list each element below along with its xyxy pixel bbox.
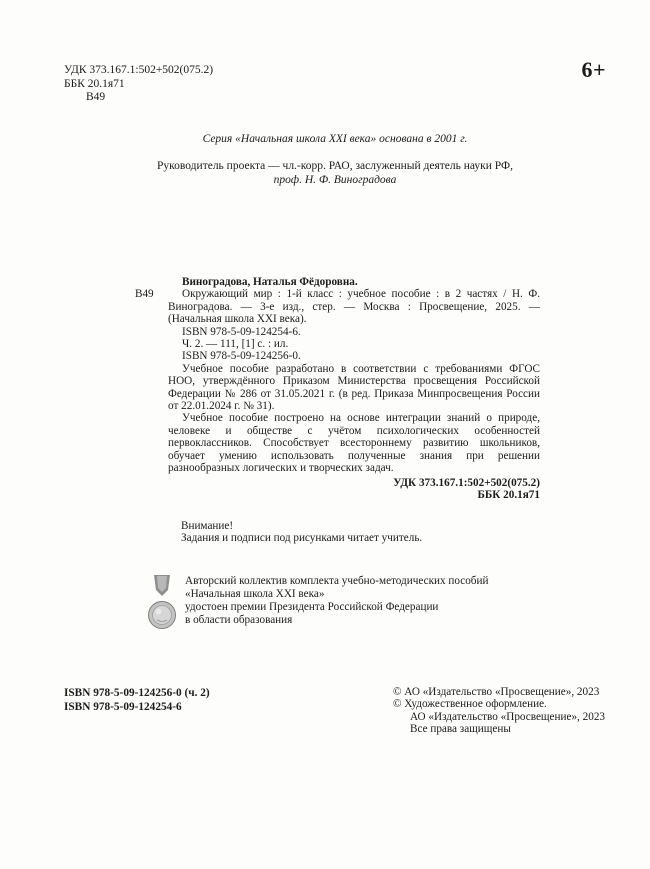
catalog-codes-right [168,477,540,502]
age-rating-badge: 6+ [581,57,606,82]
copyright-line-2: © Художественное оформление. [393,698,547,711]
footer-isbn-1: ISBN 978-5-09-124256-0 (ч. 2) [64,687,210,699]
award-line-3: удостоен премии Президента Российской Федерации [185,601,439,614]
project-lead-line-2: проф. Н. Ф. Виноградова [273,174,397,186]
catalog-author: Виноградова, Наталья Фёдоровна. [182,276,358,288]
medal-icon [147,575,177,640]
award-text [185,575,488,628]
catalog-part-line: Ч. 2. — 111, [1] с. : ил. [182,338,289,351]
catalog-udk-right: УДК 373.167.1:502+502(075.2) [393,476,540,489]
catalog-card [135,276,540,640]
footer-isbn-2: ISBN 978-5-09-124254-6 [64,701,182,713]
attention-title: Внимание! [181,519,234,532]
attention-block [168,520,540,545]
catalog-isbn-series: ISBN 978-5-09-124254-6. [182,325,301,338]
catalog-annotation-2: Учебное пособие построено на основе интеграции знаний о природе, человеке и обществе с учётом психологических особенностей первоклассников. Способствует всестороннему развитию школьников, обучает умению использовать полученные знания при решении разнообразных логических и творческих задач. [168,412,540,475]
footer-isbn-block [64,686,210,714]
catalog-margin-code: В49 [135,288,154,300]
project-lead [65,159,605,187]
award-line-1: Авторский коллектив комплекта учебно-методических пособий [185,574,489,587]
author-code-label: В49 [86,91,106,103]
udk-label: УДК 373.167.1:502+502(075.2) [64,64,214,76]
copyright-line-1: © АО «Издательство «Просвещение», 2023 [393,686,600,698]
project-lead-line-1: Руководитель проекта — чл.-корр. РАО, заслуженный деятель науки РФ, [157,160,513,172]
catalog-isbn-part: ISBN 978-5-09-124256-0. [182,350,301,363]
catalog-description: Окружающий мир : 1-й класс : учебное пособие : в 2 частях / Н. Ф. Виноградова. — 3-е изд., стер. — Москва : Просвещение, 2025. — (Начальная школа XXI века). [168,288,540,326]
bbk-label: ББК 20.1я71 [64,77,125,90]
footer-copyright-block [393,686,605,735]
series-note: Серия «Начальная школа XXI века» основана в 2001 г. [202,133,468,145]
cataloguing-codes [64,64,213,105]
attention-text: Задания и подписи под рисунками читает учитель. [181,532,423,545]
award-block [135,575,540,640]
catalog-annotation-1: Учебное пособие разработано в соответствии с требованиями ФГОС НОО, утверждённого Приказом Министерства просвещения Российской Федерации № 286 от 31.05.2021 г. (в ред. Приказа Минпросвещения России от 22.01.2024 г. № 31). [168,362,540,413]
copyright-line-4: Все права защищены [410,722,511,735]
copyright-line-3: АО «Издательство «Просвещение», 2023 [410,710,606,723]
award-line-4: в области образования [185,614,293,627]
catalog-bbk-right: ББК 20.1я71 [477,489,540,502]
award-line-2: «Начальная школа XXI века» [185,588,325,601]
